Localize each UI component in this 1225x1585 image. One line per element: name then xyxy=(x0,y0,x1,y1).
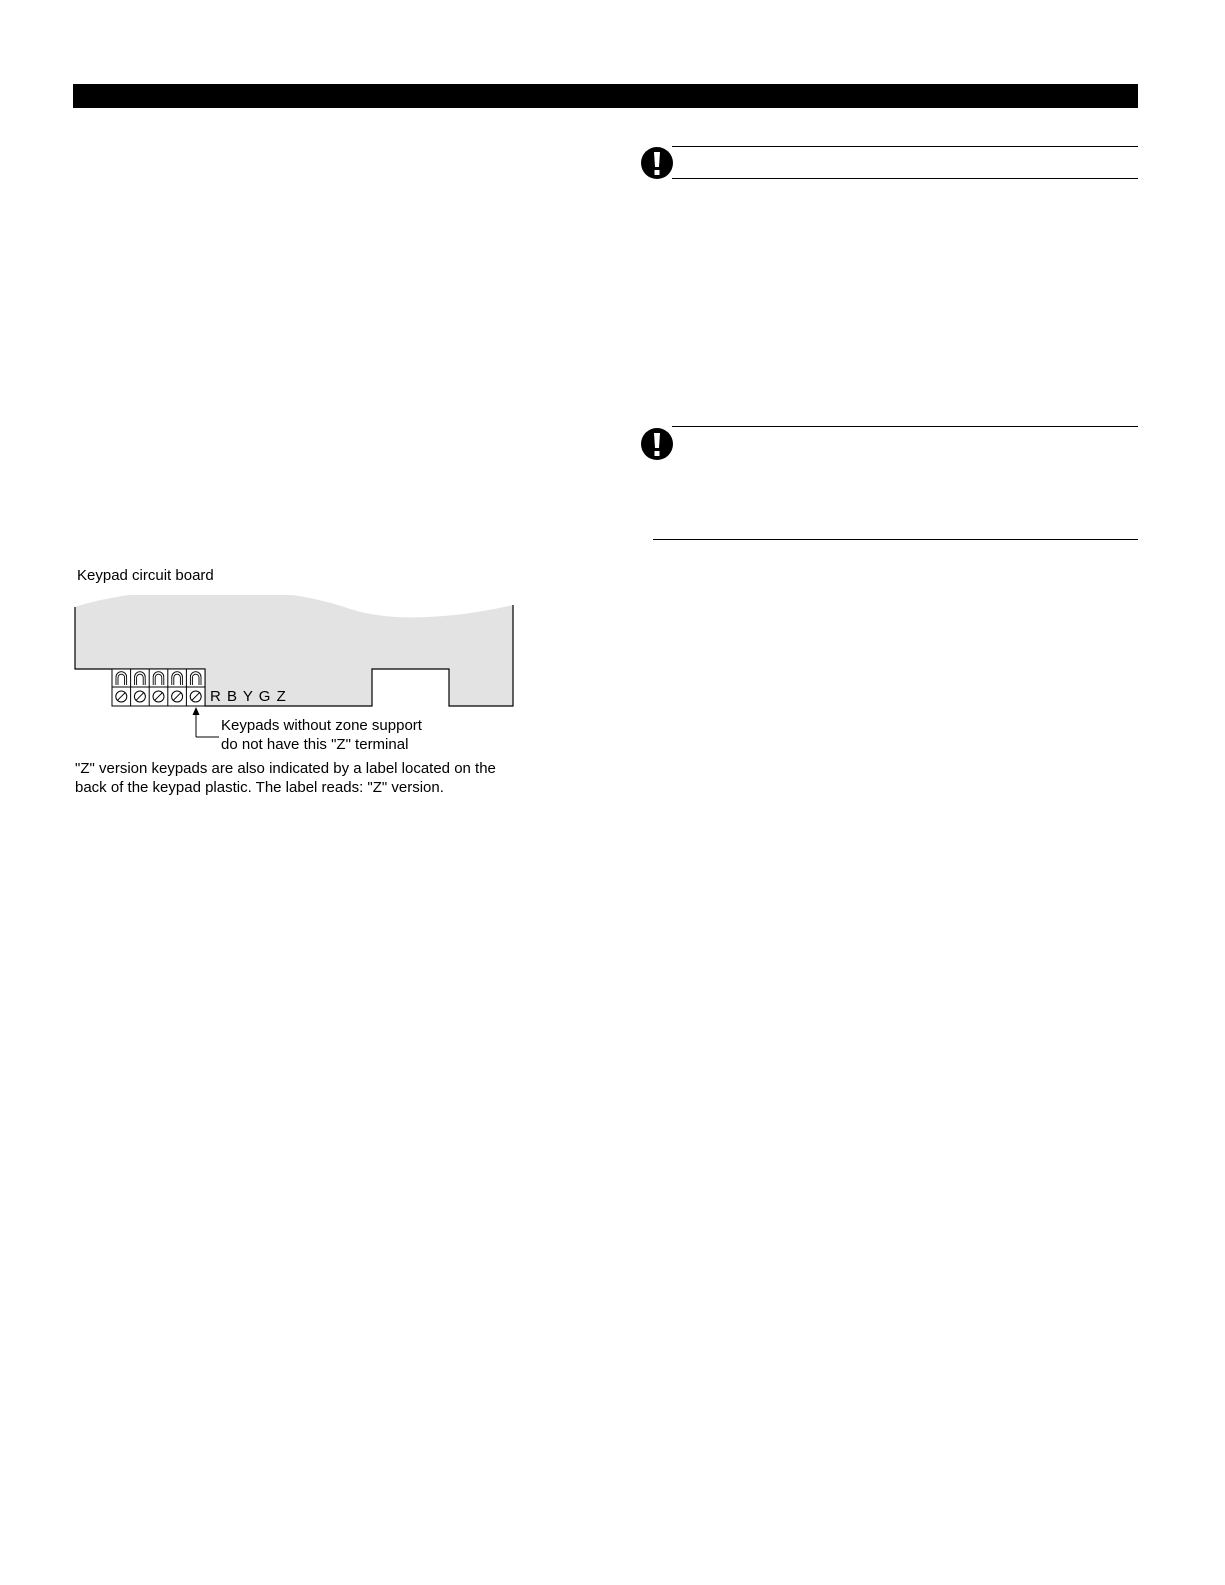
terminal-block xyxy=(112,669,205,706)
callout-leader xyxy=(185,706,225,746)
z-terminal-callout xyxy=(221,716,422,754)
keypad-circuit-board-diagram xyxy=(70,595,520,715)
note-rule-top xyxy=(672,426,1138,427)
callout-line-1: Keypads without zone support xyxy=(221,717,422,734)
note-rule-bottom xyxy=(672,178,1138,179)
figure-title: Keypad circuit board xyxy=(77,567,214,584)
note-rule-bottom xyxy=(653,539,1138,540)
footnote-line-1: "Z" version keypads are also indicated by a label located on the xyxy=(75,760,496,777)
callout-line-2: do not have this "Z" terminal xyxy=(221,736,409,753)
note-rule-top xyxy=(672,146,1138,147)
exclamation-icon xyxy=(640,427,674,466)
exclamation-icon xyxy=(640,146,674,185)
figure-footnote xyxy=(75,759,496,797)
page-header-bar xyxy=(73,84,1138,108)
terminal-labels: R B Y G Z xyxy=(210,688,287,705)
footnote-line-2: back of the keypad plastic. The label reads: "Z" version. xyxy=(75,779,444,796)
